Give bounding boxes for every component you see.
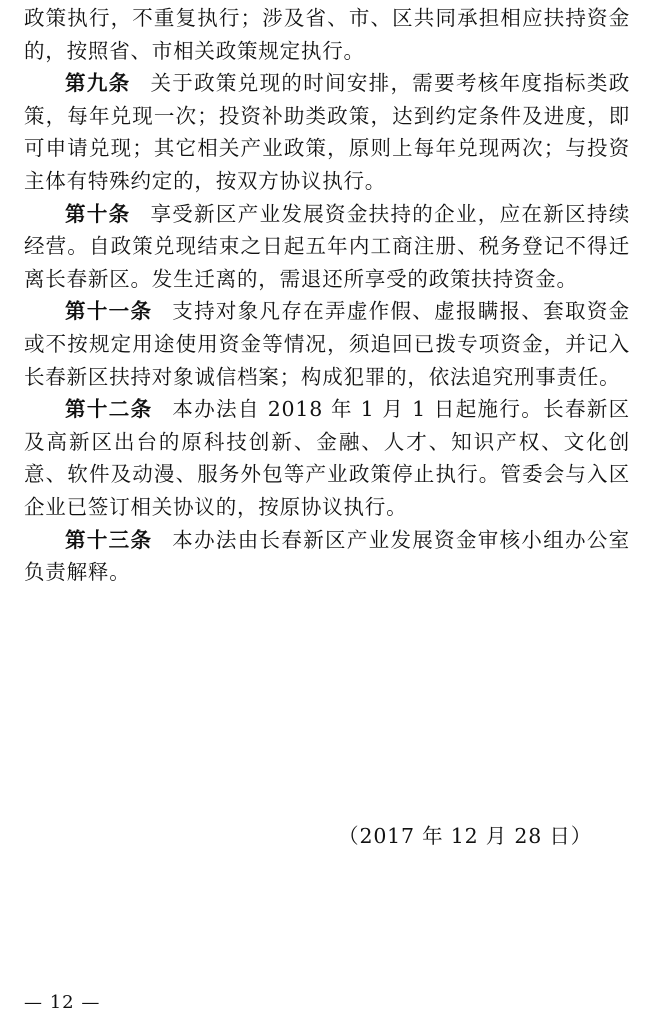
article-9-heading: 第九条 <box>65 71 131 96</box>
opening-paragraph-text: 政策执行，不重复执行；涉及省、市、区共同承担相应扶持资金的，按照省、市相关政策规定执行。 <box>24 6 630 63</box>
article-12-heading: 第十二条 <box>65 397 153 422</box>
document-date: （2017 年 12 月 28 日） <box>338 824 592 848</box>
article-12-text: 本办法自 2018 年 1 月 1 日起施行。长春新区及高新区出台的原科技创新、金融、人才、知识产权、文化创意、软件及动漫、服务外包等产业政策停止执行。管委会与入区企业已签订相关协议的，按原协议执行。 <box>24 397 630 519</box>
article-10-text: 享受新区产业发展资金扶持的企业，应在新区持续经营。自政策兑现结束之日起五年内工商注册、税务登记不得迁离长春新区。发生迁离的，需退还所享受的政策扶持资金。 <box>24 201 630 291</box>
article-10-heading: 第十条 <box>65 201 131 226</box>
article-10 <box>24 198 630 296</box>
article-13-heading: 第十三条 <box>65 527 153 552</box>
article-12 <box>24 393 630 523</box>
article-11-text: 支持对象凡存在弄虚作假、虚报瞒报、套取资金或不按规定用途使用资金等情况，须追回已拨专项资金，并记入长春新区扶持对象诚信档案；构成犯罪的，依法追究刑事责任。 <box>24 299 630 389</box>
article-13 <box>24 524 630 589</box>
document-body <box>24 2 630 589</box>
article-11-heading: 第十一条 <box>65 299 153 324</box>
article-13-text: 本办法由长春新区产业发展资金审核小组办公室负责解释。 <box>24 527 630 585</box>
article-9 <box>24 67 630 197</box>
opening-paragraph <box>24 2 630 67</box>
article-9-text: 关于政策兑现的时间安排，需要考核年度指标类政策，每年兑现一次；投资补助类政策，达到约定条件及进度，即可申请兑现；其它相关产业政策，原则上每年兑现两次；与投资主体有特殊约定的，按双方协议执行。 <box>24 71 630 193</box>
page-number: — 12 — <box>24 992 101 1013</box>
article-11 <box>24 295 630 393</box>
